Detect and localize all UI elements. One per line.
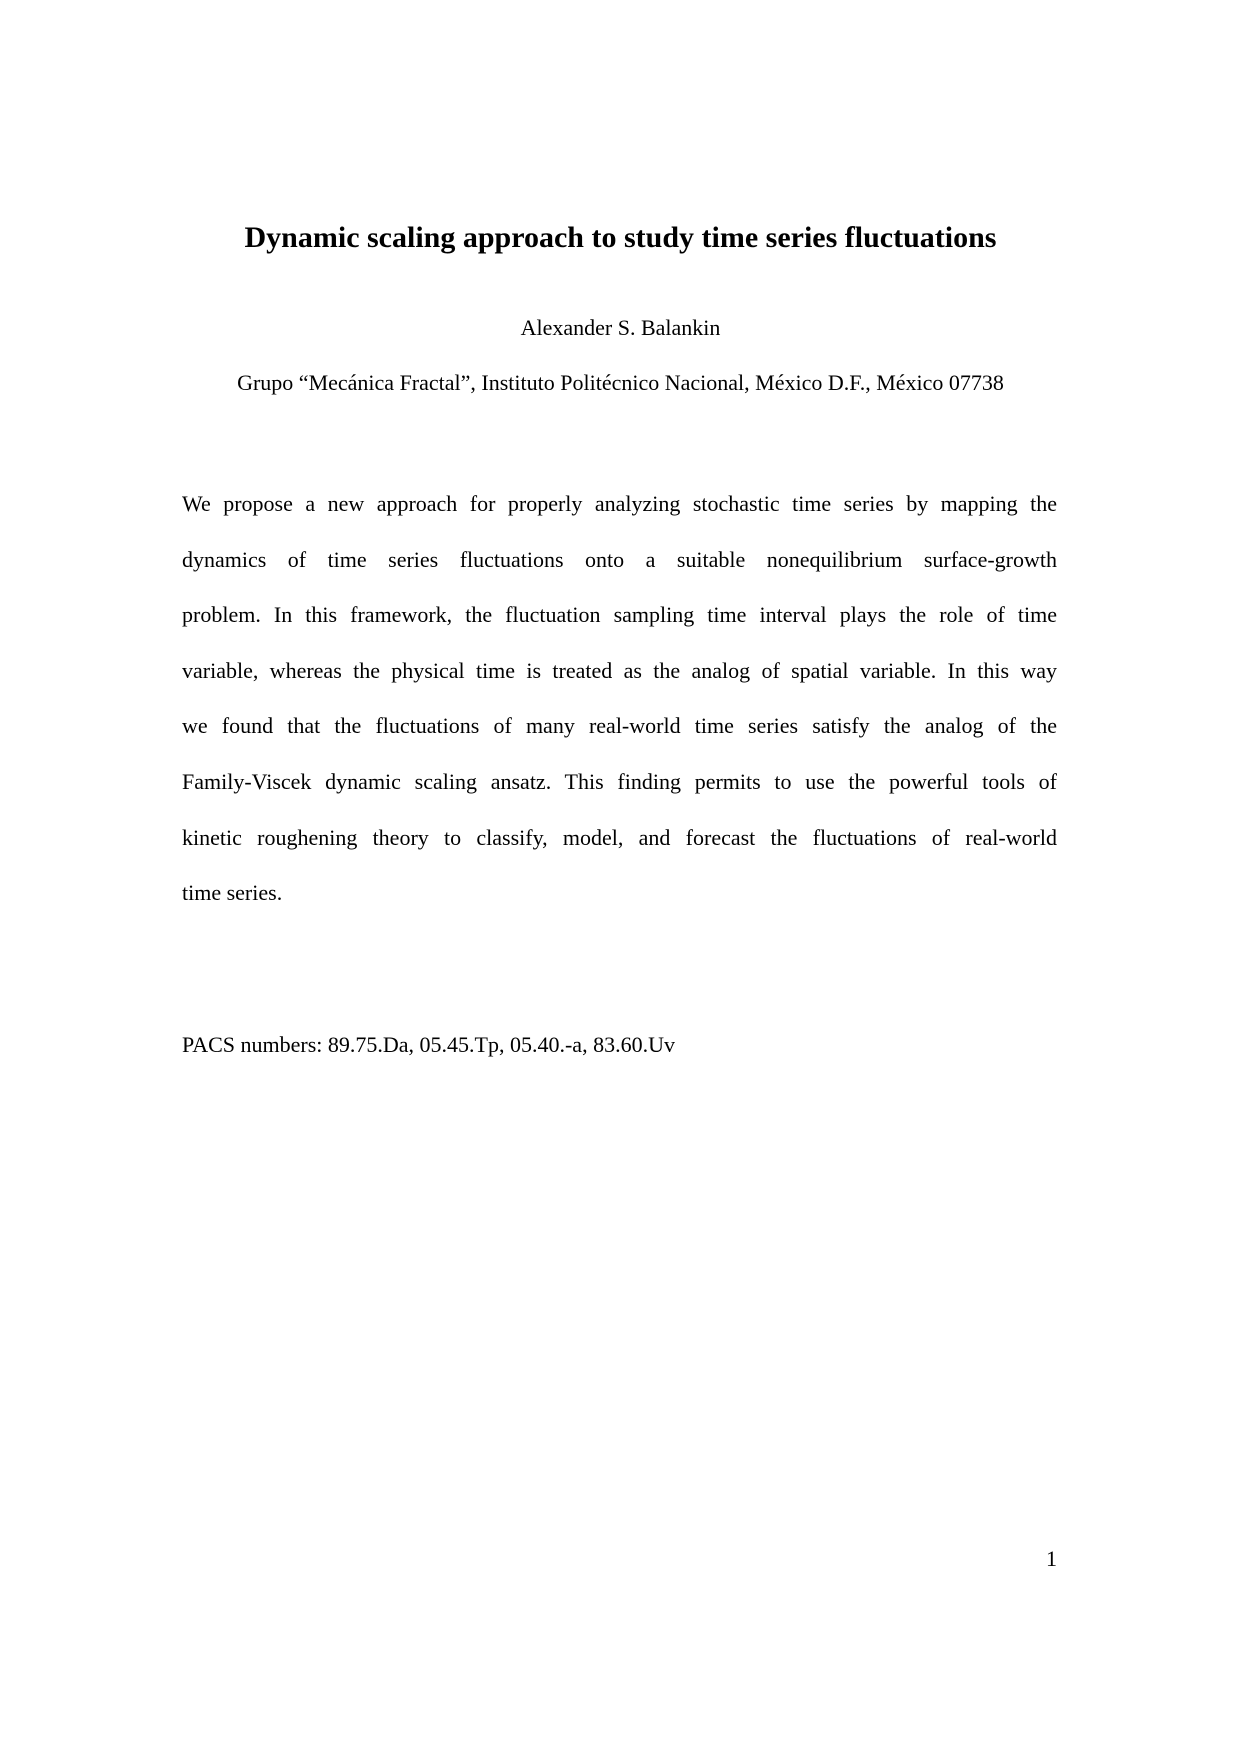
abstract-line: variable, whereas the physical time is treated as the analog of spatial variable. In this way bbox=[182, 657, 1057, 683]
abstract-line: we found that the fluctuations of many real-world time series satisfy the analog of the bbox=[182, 713, 1057, 739]
author-affiliation: Grupo “Mecánica Fractal”, Instituto Politécnico Nacional, México D.F., México 07738 bbox=[237, 370, 1004, 395]
abstract-line: We propose a new approach for properly analyzing stochastic time series by mapping the bbox=[182, 491, 1057, 516]
page-number: 1 bbox=[1046, 1546, 1057, 1571]
abstract-line: kinetic roughening theory to classify, model, and forecast the fluctuations of real-world bbox=[182, 824, 1057, 850]
paper-title: Dynamic scaling approach to study time series fluctuations bbox=[244, 221, 997, 254]
abstract-line: time series. bbox=[182, 880, 283, 906]
pacs-numbers: PACS numbers: 89.75.Da, 05.45.Tp, 05.40.-a, 83.60.Uv bbox=[182, 1032, 675, 1057]
author-name: Alexander S. Balankin bbox=[520, 315, 721, 340]
abstract-line: Family-Viscek dynamic scaling ansatz. This finding permits to use the powerful tools of bbox=[182, 768, 1057, 794]
abstract bbox=[182, 476, 1057, 921]
abstract-line: problem. In this framework, the fluctuation sampling time interval plays the role of time bbox=[182, 602, 1057, 628]
abstract-line: dynamics of time series fluctuations onto a suitable nonequilibrium surface-growth bbox=[182, 546, 1057, 572]
